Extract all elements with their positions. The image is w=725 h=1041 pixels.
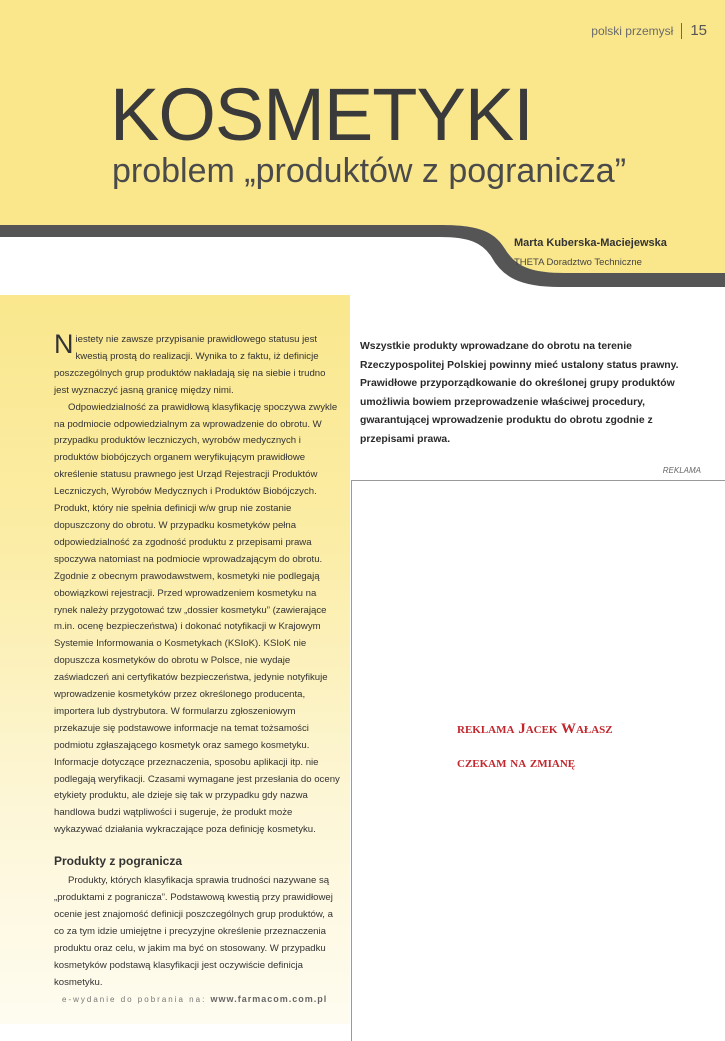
footer <box>62 994 327 1004</box>
article-paragraph-2: Odpowiedzialność za prawidłową klasyfikację spoczywa zwykle na podmiocie odpowiedzialnym za wprowadzenie do obrotu. W przypadku produktów leczniczych, wyrobów medycznych i produktów biobójczych organem weryfikującym prawidłowe określenie statusu prawnego jest Urząd Rejestracji Produktów Leczniczych, Wyrobów Medycznych i Produktów Biobójczych. Produkt, który nie spełnia definicji w/w grup nie zostanie dopuszczony do obrotu. W przypadku kosmetyków pełna odpowiedzialność za zgodność produktu z przepisami prawa spoczywa natomiast na podmiocie wprowadzającym do obrotu. Zgodnie z obecnym prawodawstwem, kosmetyki nie podlegają obowiązkowi rejestracji. Przed wprowadzeniem kosmetyku na rynek należy przygotować tzw „dossier kosmetyku” (zawierające m.in. ocenę bezpieczeństwa) i dokonać notyfikacji w Krajowym Systemie Informowania o Kosmetykach (KSIoK). KSIoK nie dopuszcza kosmetyków do obrotu w Polsce, nie wydaje zaświadczeń ani certyfikatów bezpieczeństwa, jedynie notyfikuje wprowadzenie kosmetyków przez określonego producenta, importera lub dystrybutora. W formularzu zgłoszeniowym przekazuje się podstawowe informacje na temat tożsamości podmiotu zgłaszającego kosmetyk oraz samego kosmetyku. Informacje dotyczące przeznaczenia, sposobu aplikacji itp. nie podlegają weryfikacji. Czasami wymagane jest przesłania do oceny etykiety produktu, ale dzieje się tak w przypadku gdy nazwa handlowa budzi wątpliwości i sugeruje, że produkt może wykazywać działania wykraczające poza definicję kosmetyku. <box>54 401 340 836</box>
footer-prefix: e-wydanie do pobrania na: <box>62 995 207 1004</box>
article-body <box>54 329 340 991</box>
dropcap: N <box>54 329 74 359</box>
page-title: KOSMETYKI <box>110 73 533 156</box>
header-divider <box>681 23 682 39</box>
ad-placeholder-text <box>457 712 697 780</box>
article-paragraph-1: Niestety nie zawsze przypisanie prawidłowego statusu jest kwestią prostą do realizacji. Wynika to z faktu, iż definicje poszczególnych grup produktów nakładają się na siebie i trudno jest wyznaczyć jasną granicę między nimi. <box>54 329 326 396</box>
footer-url[interactable]: www.farmacom.com.pl <box>210 994 328 1004</box>
section-heading: Produkty z pogranicza <box>54 854 183 869</box>
page-number: 15 <box>690 22 707 39</box>
section-name: polski przemysł <box>591 23 674 38</box>
author-name: Marta Kuberska-Maciejewska <box>514 237 667 249</box>
author-block <box>514 237 699 268</box>
ad-label: REKLAMA <box>662 466 701 475</box>
ad-line-1: reklama Jacek Wałasz <box>457 721 613 737</box>
author-organization: THETA Doradztwo Techniczne <box>514 257 642 268</box>
lead-paragraph: Wszystkie produkty wprowadzane do obrotu na terenie Rzeczypospolitej Polskiej powinny mieć ustalony status prawny. Prawidłowe przyporządkowanie do określonej grupy produktów umożliwia bowiem przeprowadzenie właściwej procedury, gwarantującej wprowadzenie produktu do obrotu zgodnie z przepisami prawa. <box>360 341 679 445</box>
article-paragraph-3: Produkty, których klasyfikacja sprawia trudności nazywane są „produktami z pogranicza”. Podstawową kwestią przy prawidłowej ocenie jest znajomość definicji poszczególnych grup produktów, a co za tym idzie umiejętne i precyzyjne określenie przeznaczenia produktu oraz celu, w jakim ma być on stosowany. W przypadku kosmetyków podstawą klasyfikacji jest oczywiście definicja kosmetyku. <box>54 875 333 988</box>
ad-line-2: czekam na zmianę <box>457 755 576 771</box>
running-header <box>591 22 707 39</box>
page-subtitle: problem „produktów z pogranicza” <box>112 152 627 190</box>
